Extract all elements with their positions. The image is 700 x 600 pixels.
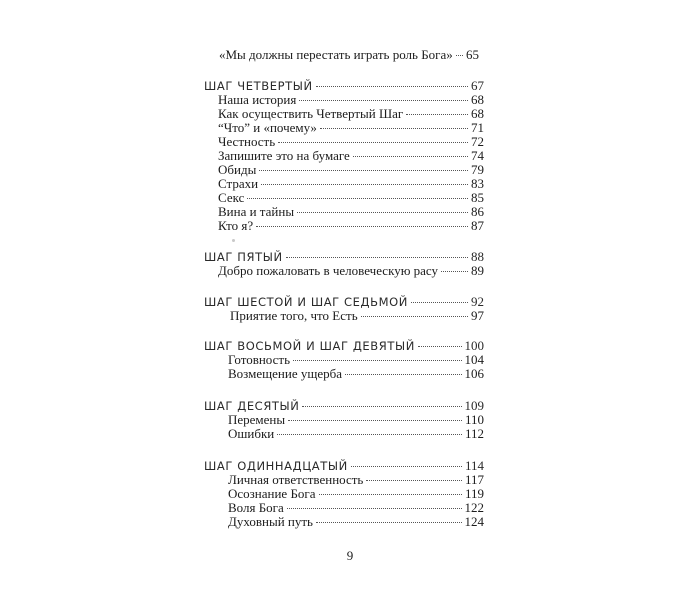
toc-entry-title: Воля Бога bbox=[228, 500, 284, 515]
dot-leader bbox=[297, 212, 468, 213]
toc-entry-page: 122 bbox=[464, 500, 484, 515]
toc-entry-page: 71 bbox=[471, 120, 484, 135]
toc-heading-page: 114 bbox=[464, 458, 484, 473]
dot-leader bbox=[299, 100, 468, 101]
toc-entry bbox=[228, 366, 484, 381]
toc-entry-title: «Мы должны перестать играть роль Бога» bbox=[219, 47, 453, 62]
toc-entry bbox=[228, 426, 484, 441]
toc-entry-title: Ошибки bbox=[228, 426, 275, 441]
toc-heading-title: ШАГ ПЯТЫЙ bbox=[204, 250, 283, 264]
toc-entry bbox=[228, 412, 484, 427]
toc-entry bbox=[218, 134, 484, 149]
toc-entry-page: 104 bbox=[464, 352, 484, 367]
toc-entry bbox=[218, 106, 484, 121]
toc-entry bbox=[218, 190, 484, 205]
dot-leader bbox=[411, 302, 468, 303]
toc-entry bbox=[218, 148, 484, 163]
toc-entry-page: 68 bbox=[471, 106, 484, 121]
toc-entry-title: Духовный путь bbox=[228, 514, 313, 529]
toc-entry bbox=[218, 176, 484, 191]
dot-leader bbox=[361, 316, 468, 317]
dot-leader bbox=[261, 184, 468, 185]
toc-entry-title: Наша история bbox=[218, 92, 297, 107]
dot-leader bbox=[277, 434, 462, 435]
toc-heading-page: 88 bbox=[471, 249, 484, 264]
toc-entry bbox=[218, 263, 484, 278]
toc-entry bbox=[228, 514, 484, 529]
dot-leader bbox=[320, 128, 468, 129]
dot-leader bbox=[351, 466, 462, 467]
toc-entry bbox=[218, 120, 484, 135]
toc-entry bbox=[228, 500, 484, 515]
dot-leader bbox=[287, 508, 462, 509]
dot-leader bbox=[316, 86, 468, 87]
toc-heading-title: ШАГ ШЕСТОЙ И ШАГ СЕДЬМОЙ bbox=[204, 295, 408, 309]
toc-entry-page: 68 bbox=[471, 92, 484, 107]
toc-heading-title: ШАГ ВОСЬМОЙ И ШАГ ДЕВЯТЫЙ bbox=[204, 339, 415, 353]
toc-entry-page: 74 bbox=[471, 148, 484, 163]
toc-heading-title: ШАГ ЧЕТВЕРТЫЙ bbox=[204, 79, 313, 93]
page-number: 9 bbox=[346, 548, 354, 563]
toc-entry-title: Честность bbox=[218, 134, 276, 149]
toc-entry-title: Осознание Бога bbox=[228, 486, 316, 501]
toc-heading-title: ШАГ ОДИННАДЦАТЫЙ bbox=[204, 459, 348, 473]
toc-entry-title: Добро пожаловать в человеческую расу bbox=[218, 263, 439, 278]
toc-entry-title: Возмещение ущерба bbox=[228, 366, 342, 381]
toc-entry-page: 106 bbox=[464, 366, 484, 381]
dot-leader bbox=[353, 156, 468, 157]
toc-entry-page: 112 bbox=[464, 426, 484, 441]
toc-entry bbox=[228, 472, 484, 487]
dot-leader bbox=[288, 420, 462, 421]
toc-entry-page: 124 bbox=[464, 514, 484, 529]
toc-entry-title: Приятие того, что Есть bbox=[230, 308, 358, 323]
toc-entry bbox=[218, 162, 484, 177]
toc-entry-title: Личная ответственность bbox=[228, 472, 364, 487]
dot-leader bbox=[293, 360, 461, 361]
dot-leader bbox=[319, 494, 462, 495]
toc-heading-page: 109 bbox=[464, 398, 484, 413]
dot-leader bbox=[247, 198, 468, 199]
toc-entry bbox=[219, 47, 479, 62]
toc-entry-page: 65 bbox=[466, 47, 479, 62]
dot-leader bbox=[278, 142, 468, 143]
toc-entry-title: “Что” и «почему» bbox=[218, 120, 317, 135]
toc-entry bbox=[228, 486, 484, 501]
toc-entry-page: 89 bbox=[471, 263, 484, 278]
toc-entry-title: Страхи bbox=[218, 176, 259, 191]
toc-heading-page: 100 bbox=[464, 338, 484, 353]
toc-heading-page: 67 bbox=[471, 78, 484, 93]
toc-entry-page: 87 bbox=[471, 218, 484, 233]
toc-heading-title: ШАГ ДЕСЯТЫЙ bbox=[204, 399, 300, 413]
dot-leader bbox=[345, 374, 462, 375]
toc-entry-page: 119 bbox=[464, 486, 484, 501]
toc-entry bbox=[218, 204, 484, 219]
print-speck bbox=[232, 239, 235, 242]
toc-entry-page: 85 bbox=[471, 190, 484, 205]
dot-leader bbox=[316, 522, 462, 523]
toc-entry-page: 86 bbox=[471, 204, 484, 219]
dot-leader bbox=[406, 114, 468, 115]
dot-leader bbox=[259, 170, 468, 171]
toc-entry-page: 83 bbox=[471, 176, 484, 191]
toc-entry-page: 79 bbox=[471, 162, 484, 177]
toc-entry bbox=[218, 92, 484, 107]
toc-entry-page: 110 bbox=[464, 412, 484, 427]
dot-leader bbox=[256, 226, 468, 227]
toc-entry-title: Секс bbox=[218, 190, 245, 205]
dot-leader bbox=[418, 346, 462, 347]
toc-entry-page: 97 bbox=[471, 308, 484, 323]
dot-leader bbox=[366, 480, 462, 481]
toc-entry-title: Запишите это на бумаге bbox=[218, 148, 350, 163]
toc-entry-title: Как осуществить Четвертый Шаг bbox=[218, 106, 404, 121]
toc-entry bbox=[228, 352, 484, 367]
dot-leader bbox=[302, 406, 461, 407]
toc-entry-title: Готовность bbox=[228, 352, 291, 367]
dot-leader bbox=[441, 271, 468, 272]
dot-leader bbox=[456, 55, 463, 56]
toc-entry-title: Вина и тайны bbox=[218, 204, 295, 219]
toc-entry bbox=[218, 218, 484, 233]
toc-entry-title: Перемены bbox=[228, 412, 286, 427]
toc-entry-title: Обиды bbox=[218, 162, 257, 177]
toc-heading-page: 92 bbox=[471, 294, 484, 309]
toc-entry-page: 72 bbox=[471, 134, 484, 149]
toc-entry bbox=[230, 308, 484, 323]
toc-entry-title: Кто я? bbox=[218, 218, 254, 233]
toc-entry-page: 117 bbox=[464, 472, 484, 487]
dot-leader bbox=[286, 257, 468, 258]
